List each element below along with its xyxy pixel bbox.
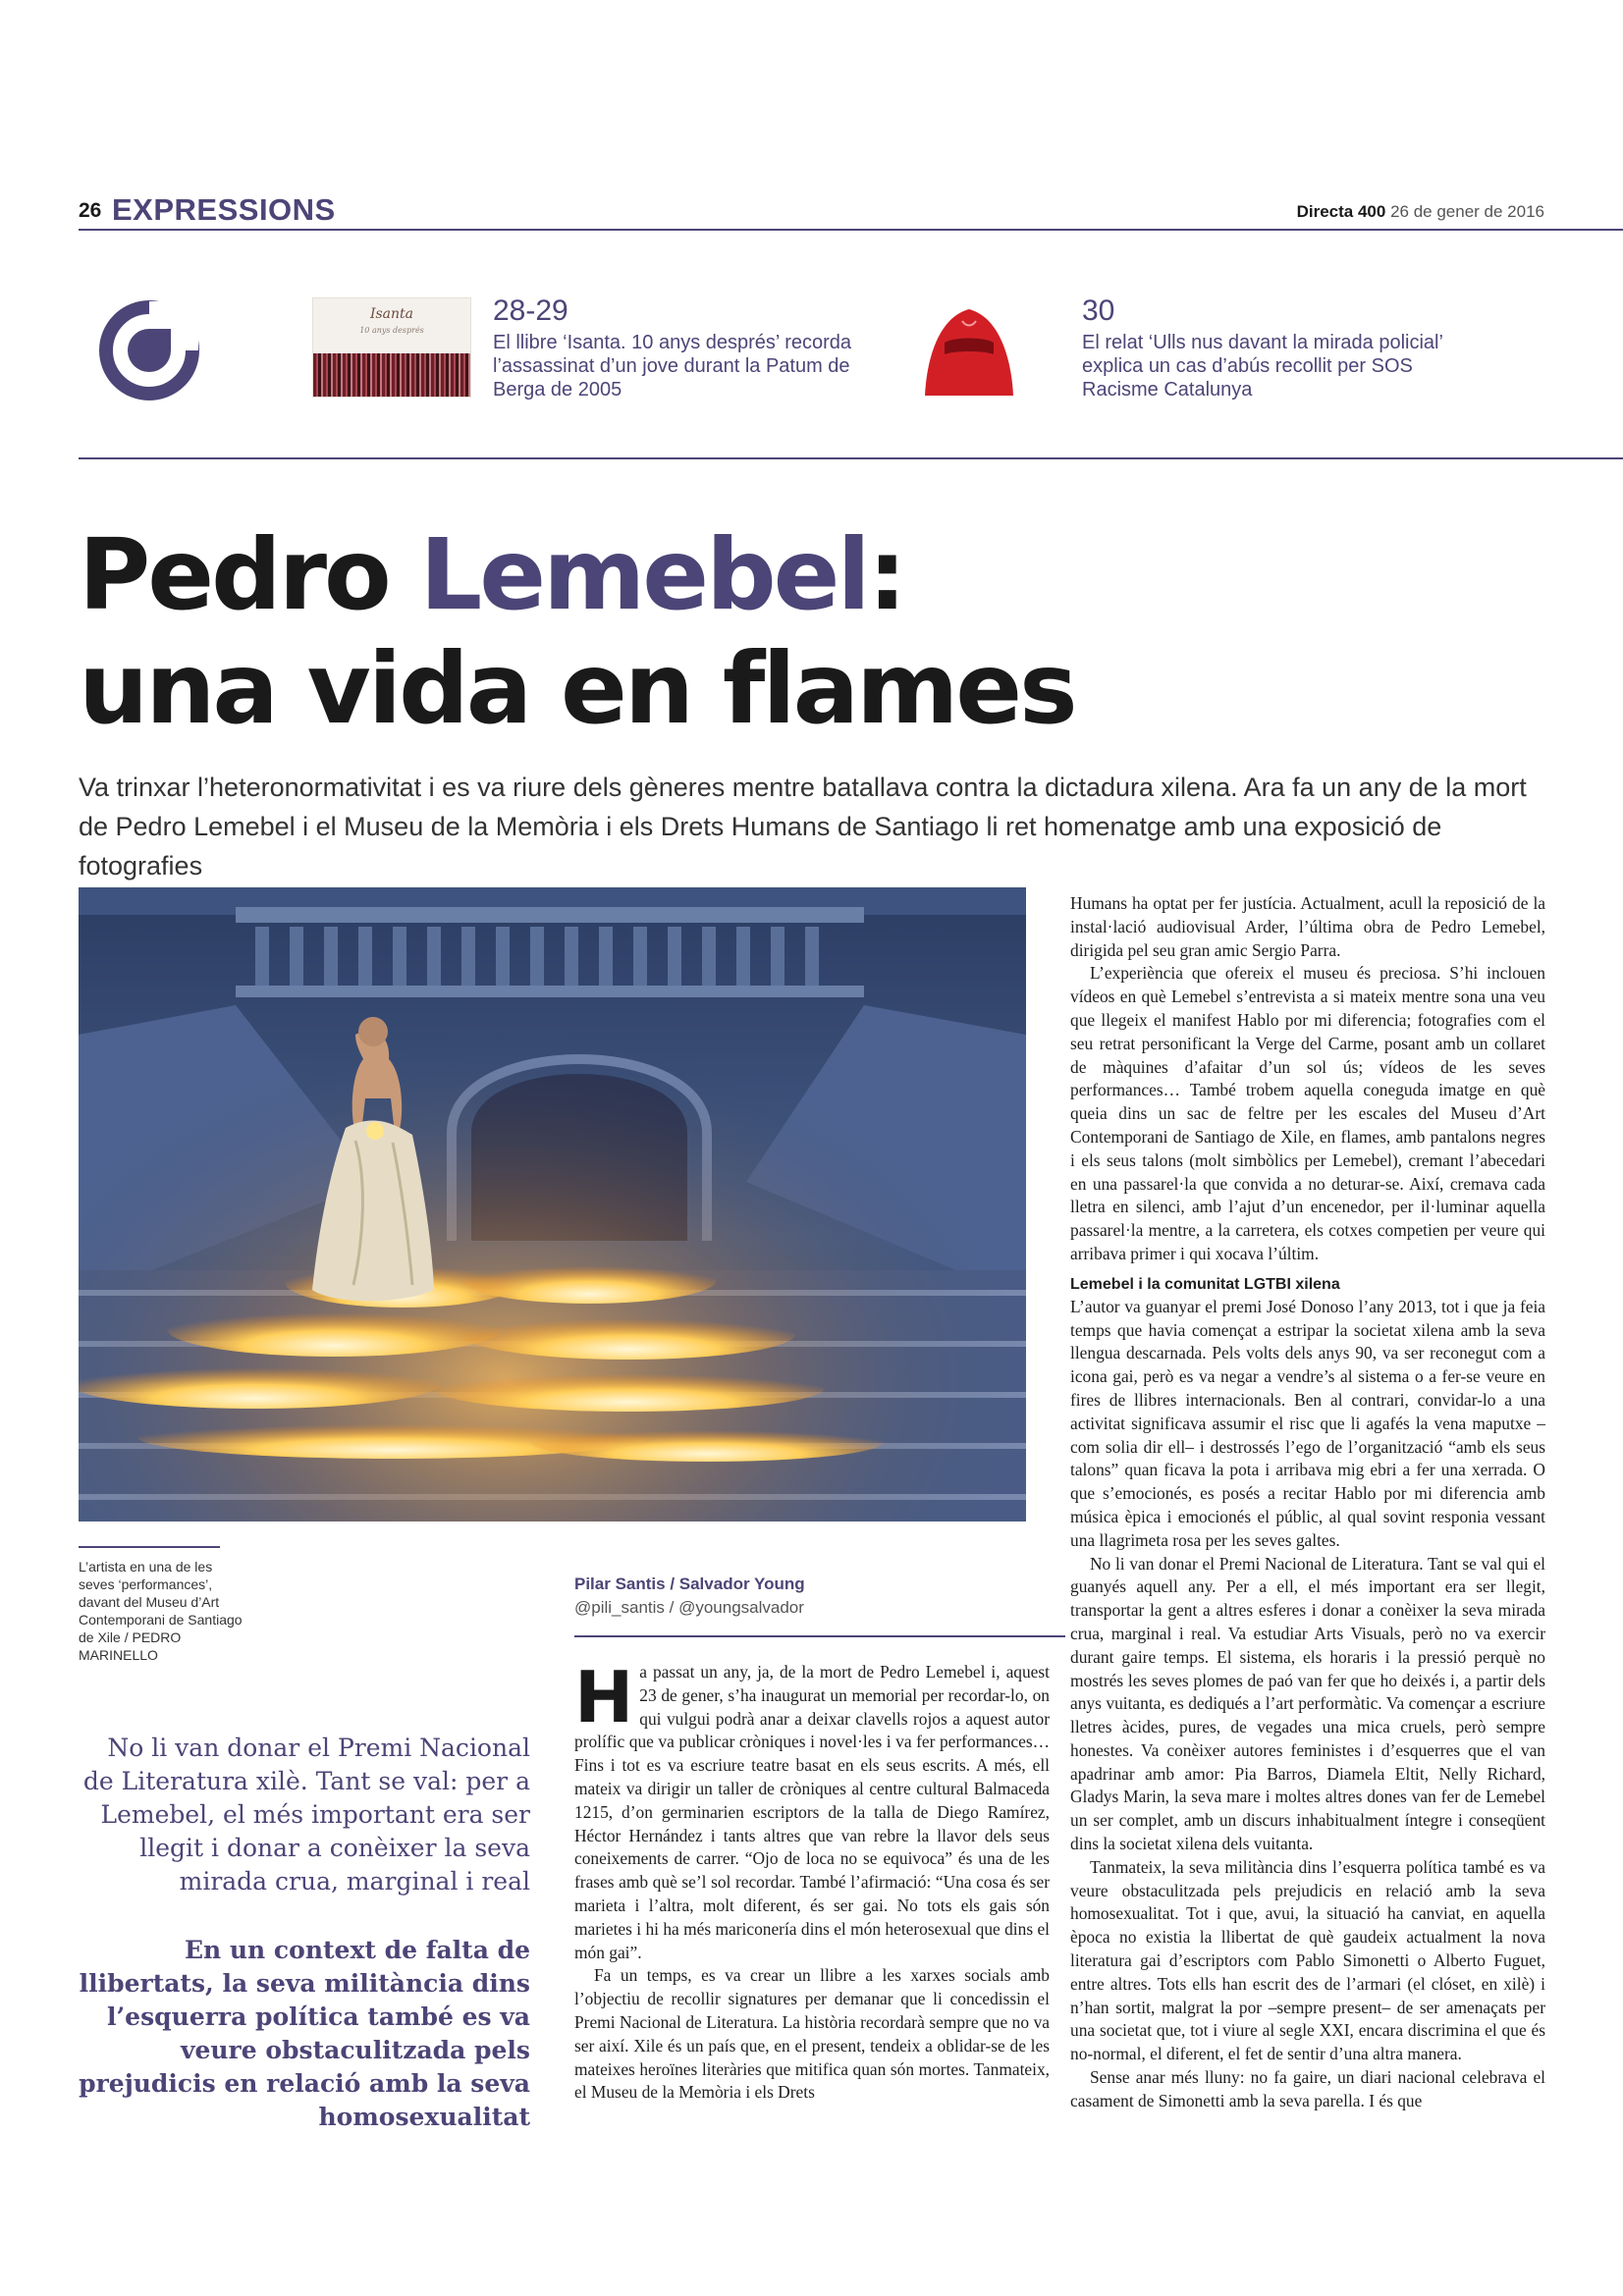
body-column-2 <box>1070 892 1545 2113</box>
standfirst: Va trinxar l’heteronormativitat i es va riure dels gèneres mentre batallava contra la dictadura xilena. Ara fa un any de la mort de Pedro Lemebel i el Museu de la Memòria i els Drets Humans de Santiago li ret homenatge amb una exposició de fotografies <box>79 773 1527 881</box>
headline-line2: una vida en flames <box>79 631 1075 746</box>
pullquote: No li van donar el Premi Nacional de Literatura xilè. Tant se val: per a Lemebel, el més important era ser llegit i donar a conèixer la seva mirada crua, marginal i real <box>82 1734 530 1896</box>
body-column-1 <box>574 1656 1050 2105</box>
drop-cap: H <box>574 1656 634 1738</box>
caption-rule <box>79 1546 220 1548</box>
teaser-page-number: 30 <box>1082 294 1115 327</box>
body-paragraph: L’autor va guanyar el premi José Donoso l’any 2013, tot i que ja feia temps que havia començat a estripar la societat xilena amb la seva llengua descarnada. Pels volts dels anys 90, va ser reconegut com a icona gai, però es va negar a vendre’s al sistema o a fer-se veure en fires de llibres internacionals. Ben al contrari, convidar-lo a una activitat significava assumir el risc que li agafés la vena maputxe –com solia dir ell– i destrossés l’ego de l’organització “amb els seus talons” quan ficava la pota i arribava mig ebri a fer una xerrada. O que s’emocionés, es posés a recitar Hablo por mi diferencia amb música èpica i emocionés el públic, al qual sovint responia vessant una llagrimeta rosa per les seves galtes. <box>1070 1296 1545 1550</box>
publication-name: Directa 400 <box>1296 202 1386 221</box>
byline-authors: Pilar Santis / Salvador Young <box>574 1575 805 1593</box>
body-paragraph <box>574 1656 1050 1964</box>
performance-photo <box>79 887 1026 1522</box>
body-paragraph: No li van donar el Premi Nacional de Literatura. Tant se val qui el guanyés aquell any. Per a ell, el més important era ser llegit, transportar la gent a altres esferes i donar a conèixer la seva mirada crua, marginal i real. Va estudiar Arts Visuals, però no va exercir durant gaire temps. El sistema, els horaris i la pressió perquè no mostrés les seves plomes de paó van fer que ho deixés i, a partir dels anys vuitanta, es dediqués a l’art performàtic. Va començar a escriure lletres àcides, pures, de vegades una mica cruels, però sempre honestes. Va conèixer autores feministes i d’esquerres que el van apadrinar amb amor: Pia Barros, Diamela Eltit, Nelly Richard, Gladys Marin, la seva mare i moltes altres dones van fer de Lemebel un ser complet, amb un discurs inhabitualment íntegre i conseqüent dins la societat xilena dels vuitanta. <box>1070 1553 1545 1854</box>
photo-caption: L’artista en una de les seves ‘performances’, davant del Museu d’Art Contemporani de Santiago de Xile / PEDRO MARINELLO <box>79 1559 243 1663</box>
body-paragraph: Humans ha optat per fer justícia. Actualment, acull la reposició de la instal·lació audiovisual Arder, l’última obra de Pedro Lemebel, dirigida pel seu gran amic Sergio Parra. <box>1070 893 1545 960</box>
headline-accent: Lemebel <box>419 517 868 632</box>
page-number: 26 <box>79 199 102 222</box>
body-paragraph: Sense anar més lluny: no fa gaire, un diari nacional celebrava el casament de Simonetti amb la seva parella. I és que <box>1070 2067 1545 2110</box>
issue-date: 26 de gener de 2016 <box>1390 202 1544 221</box>
body-paragraph: Fa un temps, es va crear un llibre a les xarxes socials amb l’objectiu de recollir signatures per demanar que li concedissin el Premi Nacional de Literatura. La història recordarà sempre que no va ser així. Xile és un país que, en el present, tendeix a oblidar-se de les mateixes heroïnes literàries que mitifica quan són mortes. Tanmateix, el Museu de la Memòria i els Drets <box>574 1965 1050 2103</box>
thumbnail-subtitle: 10 anys després <box>359 326 424 335</box>
crowd-image <box>313 353 470 397</box>
directa-logo <box>98 299 200 401</box>
body-paragraph: Tanmateix, la seva militància dins l’esquerra política també es va veure obstaculitzada pels prejudicis en relació amb la seva homosexualitat. Tot i que, avui, la situació ha canviat, en aquella època no existia la llibertat de què gaudeix actualment la nova literatura gai d’escriptors com Pablo Simonetti o Alberto Fuguet, entre altres. Tots ells han escrit des de l’armari (el clóset, en xilè) i n’han sortit, malgrat la por –sempre present– de ser amenaçats per una societat que, tot i viure al segle XXI, encara discrimina el que és no-normal, el diferent, el fet de sentir d’una altra manera. <box>1070 1856 1545 2064</box>
subheading: Lemebel i la comunitat LGTBI xilena <box>1070 1275 1340 1293</box>
byline-rule <box>574 1635 1065 1637</box>
publication-info <box>1297 202 1544 222</box>
teaser-text[interactable]: El relat ‘Ulls nus davant la mirada policial’ explica un cas d’abús recollit per SOS Racisme Catalunya <box>1082 332 1443 400</box>
body-paragraph-text: a passat un any, ja, de la mort de Pedro Lemebel i, aquest 23 de gener, s’ha inaugurat un memorial per recordar-lo, on qui vulgui podrà anar a deixar clavells rojos a aquest autor prolífic que va publicar cròniques i novel·les i va fer performances… Fins i tot es va escriure teatre basat en els seus escrits. A més, ell mateix va dirigir un taller de cròniques al centre cultural Balmaceda 1215, d’on germinarien escriptors de la talla de Diego Ramírez, Héctor Hernández i tants altres que van rebre la llavor dels seus coneixements de carrer. “Ojo de loca no se equivoca” és una de les frases amb què se’l sol recordar. També l’afirmació: “Una cosa és ser marieta i l’altra, molt diferent, és ser gai. No tots els gais són marietes i hi ha més mariconería dins el món heterosexual que dins el món gai”. <box>574 1662 1050 1962</box>
headline-part1: Pedro <box>79 517 420 632</box>
headline-part2: : <box>867 517 904 632</box>
teaser-thumbnail-veil[interactable] <box>905 297 1033 396</box>
section-title: EXPRESSIONS <box>112 192 336 227</box>
header-rule <box>79 229 1623 231</box>
teaser-rule <box>79 457 1623 459</box>
thumbnail-title: Isanta <box>369 306 414 322</box>
headline <box>79 518 1075 746</box>
pullquote: En un context de falta de llibertats, la seva militància dins l’esquerra política també es va veure obstaculitzada pels prejudicis en relació amb la seva homosexualitat <box>79 1936 530 2131</box>
teaser-page-number: 28-29 <box>493 294 568 327</box>
byline-handles[interactable]: @pili_santis / @youngsalvador <box>574 1598 804 1617</box>
teaser-text[interactable]: El llibre ‘Isanta. 10 anys després’ recorda l’assassinat d’un jove durant la Patum de Berga de 2005 <box>493 332 851 400</box>
teaser-thumbnail-isanta[interactable] <box>312 297 471 398</box>
body-paragraph: L’experiència que ofereix el museu és preciosa. S’hi inclouen vídeos en què Lemebel s’entrevista a si mateix mentre sona una veu que llegeix el manifest Hablo por mi diferencia; fotografies com el seu retrat personificant la Verge del Carme, posant amb un collaret de màquines d’afaitar d’un sol ús; vídeos de les seves performances… També trobem aquella coneguda imatge en què queia dins un sac de feltre per les escales del Museu d’Art Contemporani de Santiago de Xile, en flames, amb pantalons negres i els seus talons (molt simbòlics per Lemebel), cremant l’abecedari en una passarel·la que convida a no deturar-se. Així, cremava cada lletra en silenci, amb l’ajut d’un encenedor, per il·luminar aquella passarel·la mentre, a la carretera, els cotxes competien per veure qui arribava primer i qui xocava l’últim. <box>1070 963 1545 1263</box>
